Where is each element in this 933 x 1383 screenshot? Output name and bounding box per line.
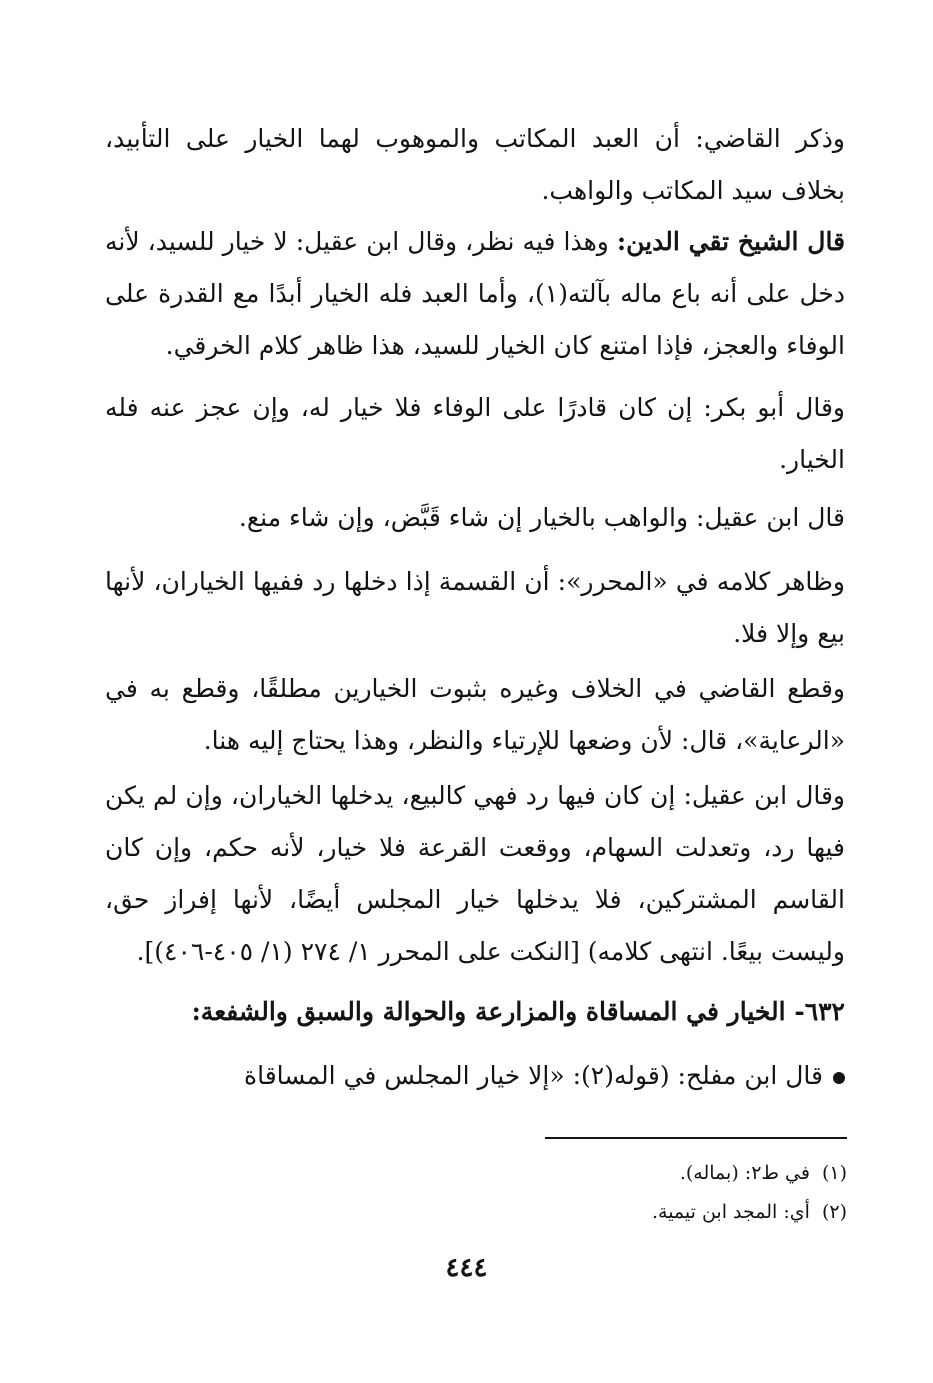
paragraph-2	[105, 216, 845, 372]
paragraph-7-text: وقال ابن عقيل: إن كان فيها رد فهي كالبيع، يدخلها الخياران، وإن لم يكن فيها رد، وتعدلت السهام، ووقعت القرعة فلا خيار، لأنه حكم، وإن كان القاسم المشتركين، فلا يدخلها خيار المجلس أيضًا، لأنها إفراز حق، وليست بيعًا. انتهى كلامه) [النكت على المحرر ١/ ٢٧٤ (١/ ٤٠٥-٤٠٦)].	[105, 781, 845, 966]
paragraph-7	[105, 770, 845, 978]
bullet-paragraph	[105, 1050, 845, 1102]
paragraph-2-text: وهذا فيه نظر، وقال ابن عقيل: لا خيار للسيد، لأنه دخل على أنه باع ماله بآلته(١)، وأما العبد فله الخيار أبدًا مع القدرة على الوفاء والعجز، فإذا امتنع كان الخيار للسيد، هذا ظاهر كلام الخرقي.	[105, 227, 846, 360]
paragraph-5-text: وظاهر كلامه في «المحرر»: أن القسمة إذا دخلها رد ففيها الخياران، لأنها بيع وإلا فلا.	[105, 567, 845, 648]
paragraph-3-text: وقال أبو بكر: إن كان قادرًا على الوفاء فلا خيار له، وإن عجز عنه فله الخيار.	[105, 393, 845, 474]
paragraph-2-bold-lead: قال الشيخ تقي الدين:	[616, 227, 846, 256]
section-heading: ٦٣٢- الخيار في المساقاة والمزارعة والحوالة والسبق والشفعة:	[191, 997, 845, 1026]
paragraph-1	[105, 113, 845, 217]
footnote-1-number: (١)	[821, 1162, 847, 1184]
footnote-2-text: أي: المجد ابن تيمية.	[651, 1201, 810, 1223]
paragraph-4	[105, 492, 845, 544]
bullet-icon	[833, 1072, 845, 1084]
footnote-2-number: (٢)	[821, 1201, 847, 1223]
paragraph-6-text: وقطع القاضي في الخلاف وغيره بثبوت الخيارين مطلقًا، وقطع به في «الرعاية»، قال: لأن وضعها للإرتياء والنظر، وهذا يحتاج إليه هنا.	[105, 674, 845, 755]
paragraph-3	[105, 382, 845, 486]
page-number: ٤٤٤	[445, 1253, 488, 1283]
footnote-1-text: في ط٢: (بماله).	[679, 1162, 810, 1184]
paragraph-4-text: قال ابن عقيل: والواهب بالخيار إن شاء قَبَّض، وإن شاء منع.	[238, 503, 845, 532]
paragraph-5	[105, 556, 845, 660]
footnote-1	[680, 1158, 847, 1188]
paragraph-1-text: وذكر القاضي: أن العبد المكاتب والموهوب لهما الخيار على التأبيد، بخلاف سيد المكاتب والواهب.	[105, 124, 845, 205]
paragraph-6	[105, 663, 845, 767]
bullet-text: قال ابن مفلح: (قوله(٢): «إلا خيار المجلس في المساقاة	[243, 1061, 823, 1090]
footnote-2	[652, 1197, 847, 1227]
footnote-divider	[545, 1137, 847, 1139]
